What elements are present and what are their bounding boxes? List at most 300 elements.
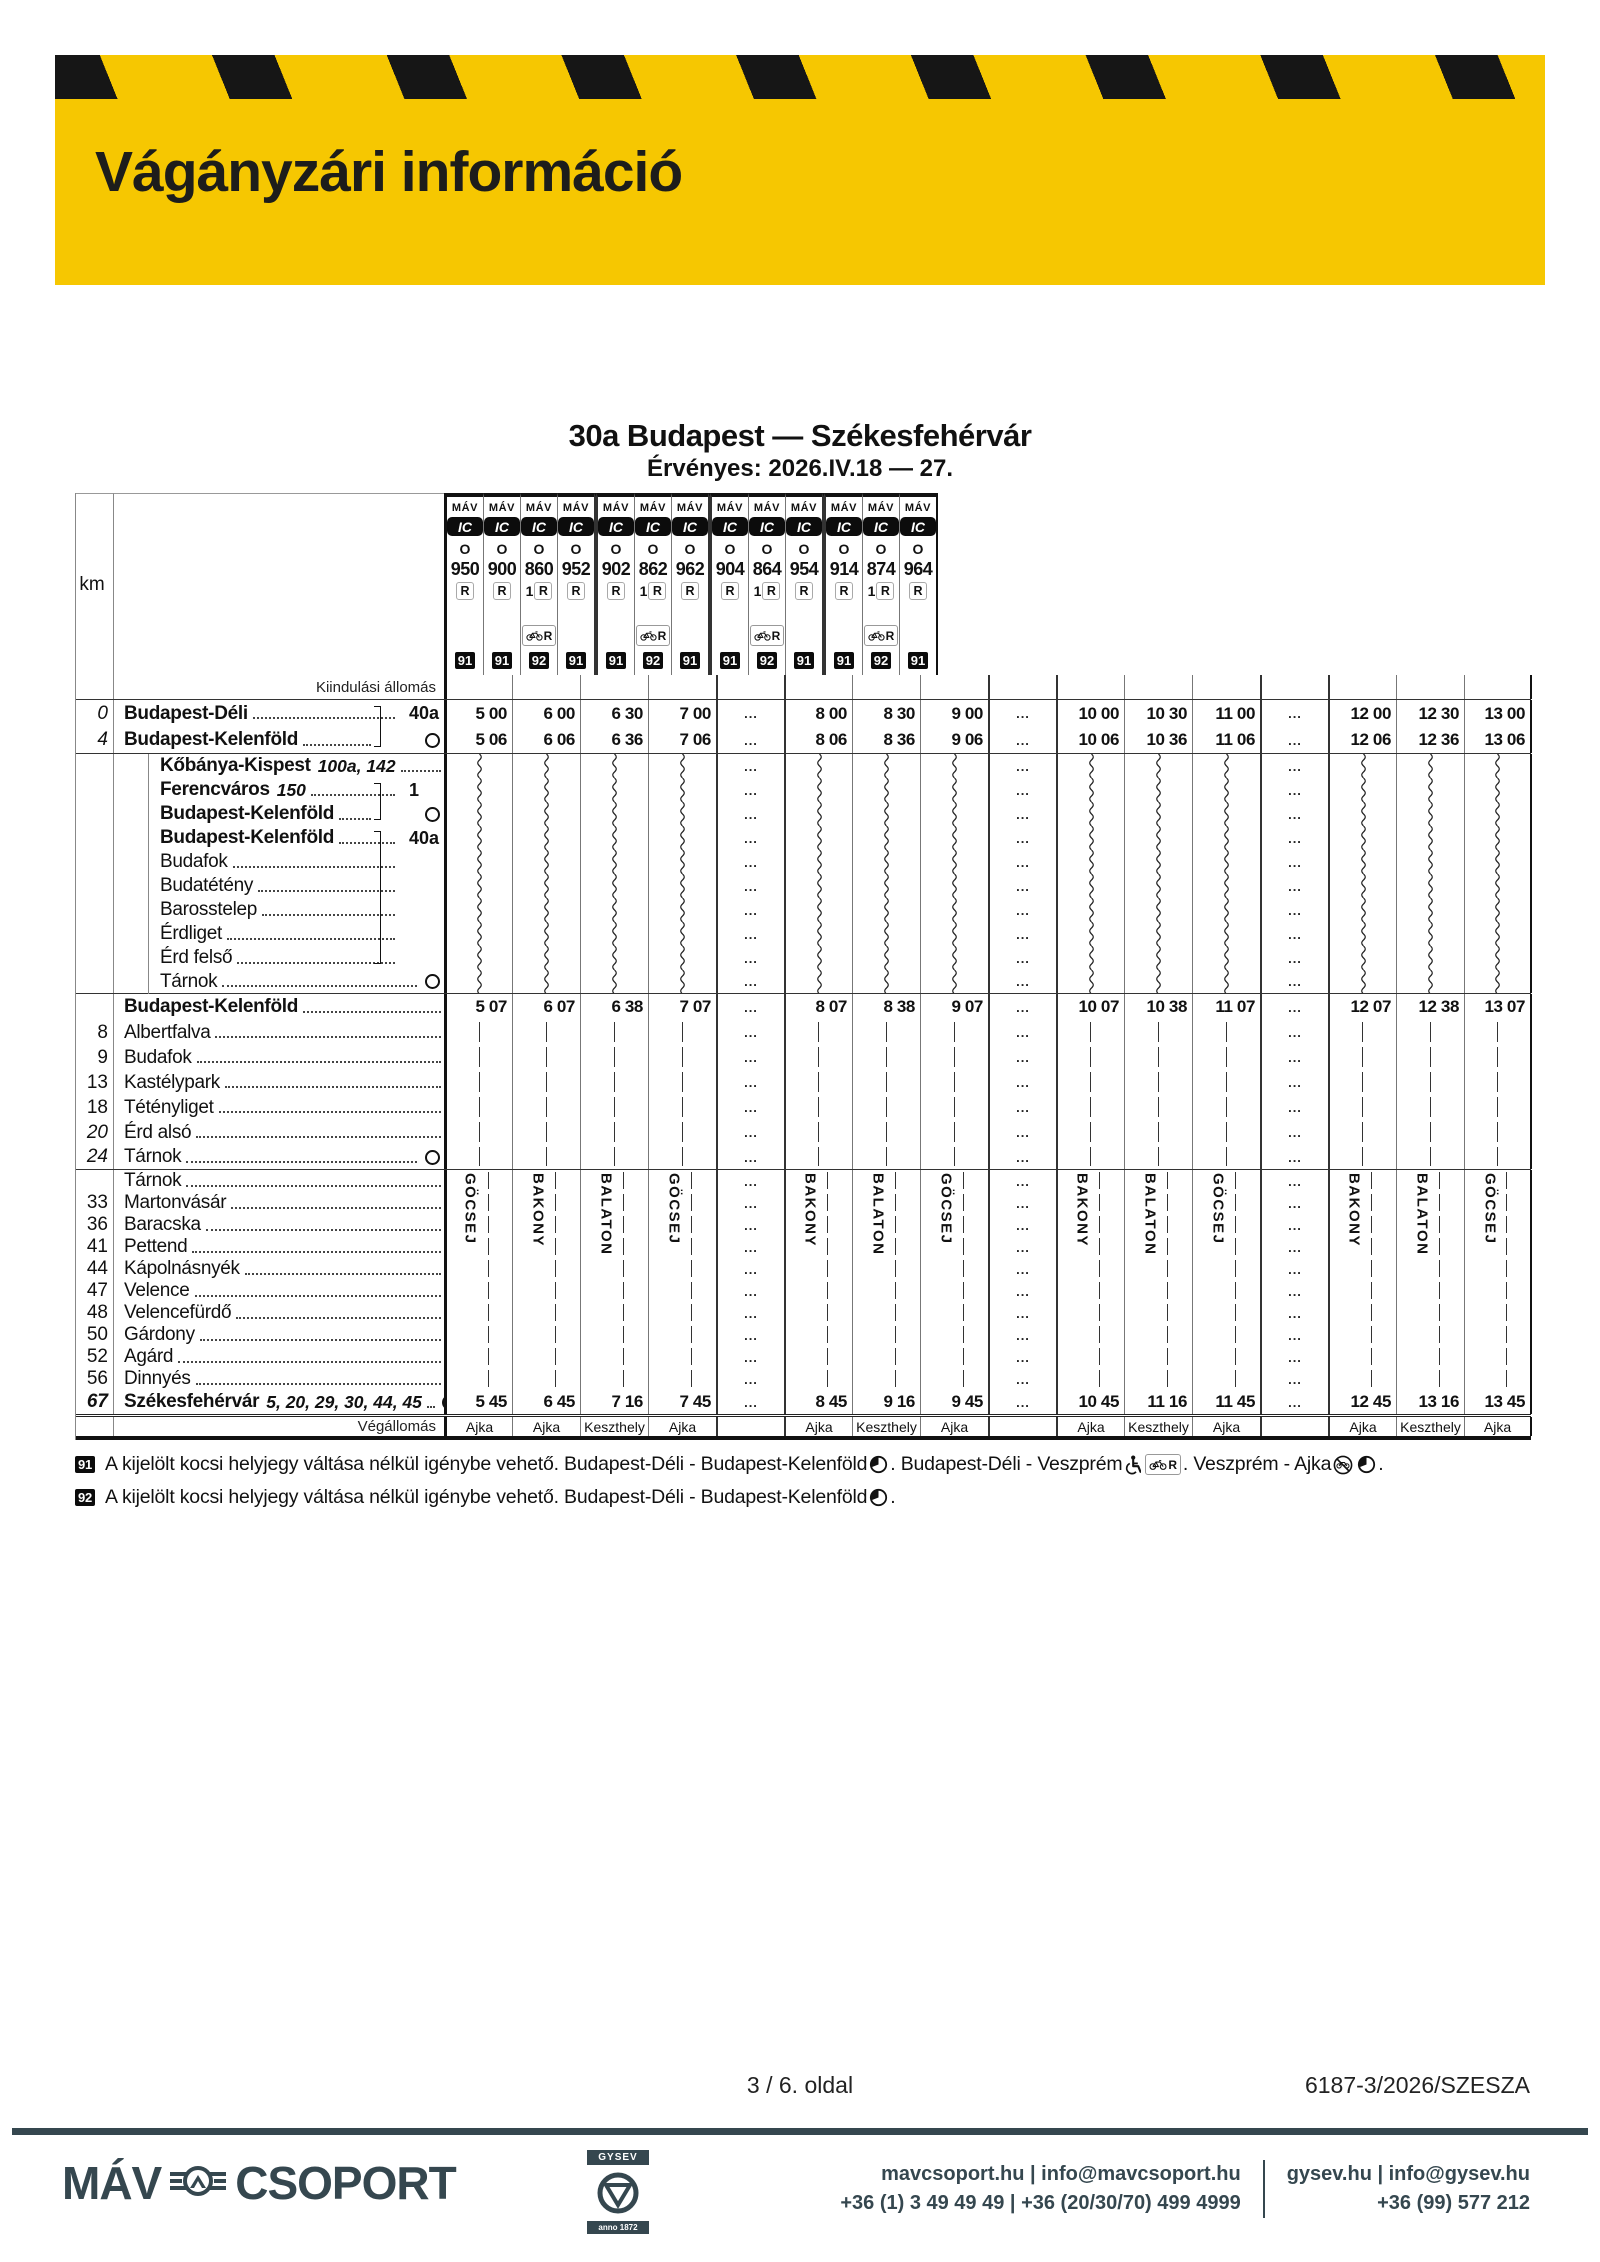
wavy-line-icon (475, 922, 484, 946)
wavy-line-icon (1426, 778, 1435, 802)
wavy-line-icon (950, 802, 959, 826)
no-bike-icon (1333, 1455, 1353, 1475)
wavy-line-icon (1359, 946, 1368, 970)
station-group-bracket (374, 831, 381, 964)
no-stop-wave-cell (512, 850, 580, 874)
pass-through-cell (512, 1020, 580, 1045)
train-name: GÖCSEJ (1209, 1173, 1227, 1245)
time-cell: 10 36 (1124, 727, 1192, 753)
quarter-circle-icon (869, 1488, 888, 1507)
station-column-header (114, 493, 444, 675)
gap-cell: ... (988, 1390, 1056, 1414)
no-stop-wave-cell (580, 946, 648, 970)
no-stop-wave-cell (1056, 754, 1124, 778)
wavy-line-icon (610, 970, 619, 993)
intercity-logo-icon: IC (672, 517, 708, 536)
gap-cell: ... (988, 1302, 1056, 1324)
dot-leader (245, 1273, 441, 1275)
no-stop-wave-cell (444, 802, 512, 826)
station-name: Dinnyés (124, 1368, 191, 1389)
no-stop-wave-cell (1056, 802, 1124, 826)
pass-through-cell (1464, 1346, 1532, 1368)
dot-leader (186, 1185, 441, 1187)
wavy-line-icon (1493, 970, 1502, 993)
validity-label: Érvényes: 2026.IV.18 — 27. (647, 455, 953, 482)
footnote-line (75, 1448, 1535, 1481)
wavy-line-icon (1087, 826, 1096, 850)
gap-cell: ... (716, 1020, 784, 1045)
origin-row (76, 675, 1531, 700)
wavy-line-icon (950, 754, 959, 778)
hazard-stripes-icon (55, 55, 1545, 99)
class-symbol: O (875, 541, 887, 557)
wavy-line-icon (678, 826, 687, 850)
wavy-line-icon (1359, 922, 1368, 946)
wavy-line-icon (678, 778, 687, 802)
wavy-line-icon (1426, 754, 1435, 778)
no-stop-wave-cell (852, 754, 920, 778)
first-class-label: 1 (525, 583, 534, 599)
pass-through-cell (920, 1324, 988, 1346)
no-stop-wave-cell (512, 802, 580, 826)
km-value (76, 946, 114, 970)
time-cell: 10 06 (1056, 727, 1124, 753)
no-stop-wave-cell (852, 850, 920, 874)
wavy-line-icon (1154, 802, 1163, 826)
no-stop-wave-cell (1124, 802, 1192, 826)
station-row (76, 1095, 1531, 1120)
train-number: 914 (829, 559, 859, 579)
pass-through-cell (1464, 1120, 1532, 1145)
empty-cell (1124, 675, 1192, 699)
pass-through-cell (1328, 1020, 1396, 1045)
no-stop-wave-cell (1192, 946, 1260, 970)
km-value (76, 802, 114, 826)
reservation-row (456, 582, 474, 600)
wavy-line-icon (542, 922, 551, 946)
no-stop-wave-cell (1328, 898, 1396, 922)
destination-cell: Ajka (1464, 1417, 1532, 1436)
no-stop-wave-cell (1464, 898, 1532, 922)
mav-logo-text: MÁV (62, 2157, 162, 2209)
pass-through-cell (784, 1045, 852, 1070)
gap-cell: ... (988, 1280, 1056, 1302)
pass-through-cell (648, 1346, 716, 1368)
wavy-line-icon (542, 826, 551, 850)
gap-cell: ... (988, 754, 1056, 778)
station-name: Ferencváros (160, 779, 270, 800)
gap-cell: ... (716, 826, 784, 850)
wavy-line-icon (1426, 850, 1435, 874)
wavy-line-icon (542, 898, 551, 922)
wavy-line-icon (610, 778, 619, 802)
no-stop-wave-cell (512, 922, 580, 946)
gap-cell: ... (1260, 898, 1328, 922)
no-stop-wave-cell (784, 922, 852, 946)
station-name: Budatétény (160, 875, 254, 896)
gap-cell: ... (716, 1145, 784, 1169)
wavy-line-icon (1087, 850, 1096, 874)
wavy-line-icon (678, 874, 687, 898)
gysev-emblem-icon (596, 2165, 640, 2221)
operator-label: MÁV (904, 502, 932, 514)
station-row (76, 1070, 1531, 1095)
no-stop-wave-cell (648, 802, 716, 826)
wavy-line-icon (1359, 754, 1368, 778)
station-row (76, 1020, 1531, 1045)
origin-label-cell (114, 675, 444, 699)
time-cell: 6 06 (512, 727, 580, 753)
pass-through-cell (512, 1324, 580, 1346)
gap-cell: ... (988, 1045, 1056, 1070)
marker-slot (420, 1150, 444, 1165)
no-stop-wave-cell (512, 874, 580, 898)
time-cell: 12 30 (1396, 700, 1464, 727)
marker-slot (420, 974, 444, 989)
reservation-row (526, 582, 553, 600)
no-stop-wave-cell (512, 754, 580, 778)
no-stop-wave-cell (1056, 970, 1124, 993)
wavy-line-icon (882, 850, 891, 874)
gysev-contact (1287, 2163, 1530, 2215)
intercity-logo-icon: IC (900, 517, 936, 536)
pass-through-cell (1056, 1368, 1124, 1390)
class-symbol: O (798, 541, 810, 557)
quarter-circle-icon (869, 1488, 888, 1507)
gap-cell: ... (1260, 1045, 1328, 1070)
gap-cell: ... (1260, 1280, 1328, 1302)
time-cell: 7 16 (580, 1390, 648, 1414)
wavy-line-icon (1493, 802, 1502, 826)
station-cell (114, 1120, 444, 1145)
pass-through-cell (648, 1302, 716, 1324)
gap-cell: ... (716, 1236, 784, 1258)
no-stop-wave-cell (920, 826, 988, 850)
wavy-line-icon (1087, 898, 1096, 922)
time-cell: 6 45 (512, 1390, 580, 1414)
gap-cell: ... (716, 1368, 784, 1390)
no-stop-wave-cell (648, 946, 716, 970)
time-cell: 10 30 (1124, 700, 1192, 727)
reservation-icon: R (721, 582, 739, 600)
no-stop-wave-cell (920, 898, 988, 922)
wavy-line-icon (475, 946, 484, 970)
reservation-icon: R (648, 582, 666, 600)
gap-cell: ... (716, 850, 784, 874)
document-number: 6187-3/2026/SZESZA (1304, 2072, 1530, 2098)
wavy-line-icon (1154, 874, 1163, 898)
timetable (75, 493, 1531, 1440)
no-stop-wave-cell (1464, 754, 1532, 778)
reservation-icon: R (456, 582, 474, 600)
station-cell (114, 778, 444, 802)
pass-through-cell (852, 1095, 920, 1120)
wavy-line-icon (542, 874, 551, 898)
station-cell (114, 922, 444, 946)
wavy-line-icon (1154, 850, 1163, 874)
no-stop-wave-cell (444, 778, 512, 802)
wavy-line-icon (542, 802, 551, 826)
station-row (76, 754, 1531, 778)
gap-cell: ... (1260, 1120, 1328, 1145)
no-stop-wave-cell (920, 970, 988, 993)
gap-cell: ... (988, 1236, 1056, 1258)
time-cell: 12 07 (1328, 994, 1396, 1020)
km-value: 47 (76, 1280, 114, 1302)
pass-through-cell (444, 1070, 512, 1095)
empty-cell (1328, 675, 1396, 699)
wavy-line-icon (1359, 874, 1368, 898)
no-stop-wave-cell (920, 946, 988, 970)
gap-cell: ... (1260, 1236, 1328, 1258)
pass-through-cell (1396, 1095, 1464, 1120)
no-stop-wave-cell (1192, 802, 1260, 826)
no-stop-wave-cell (580, 802, 648, 826)
pass-through-cell (1056, 1045, 1124, 1070)
no-stop-wave-cell (1056, 874, 1124, 898)
no-stop-wave-cell (512, 970, 580, 993)
train-name: BALATON (869, 1173, 887, 1256)
station-name: Budapest-Déli (124, 702, 248, 724)
train-name-vertical (1124, 1173, 1192, 1291)
no-stop-wave-cell (1124, 826, 1192, 850)
wavy-line-icon (475, 874, 484, 898)
wavy-line-icon (1222, 778, 1231, 802)
wavy-line-icon (815, 898, 824, 922)
no-stop-wave-cell (852, 922, 920, 946)
station-name: Albertfalva (124, 1021, 211, 1043)
pass-through-cell (648, 1020, 716, 1045)
wavy-line-icon (542, 778, 551, 802)
wavy-line-icon (815, 970, 824, 993)
gap-cell: ... (1260, 700, 1328, 727)
no-stop-wave-cell (1056, 922, 1124, 946)
station-name: Kápolnásnyék (124, 1258, 240, 1279)
pass-through-cell (444, 1045, 512, 1070)
footnote-badge: 92 (75, 1489, 95, 1506)
gap-cell: ... (1260, 1258, 1328, 1280)
station-cell (114, 994, 444, 1020)
station-cell (114, 754, 444, 778)
pass-through-cell (1192, 1346, 1260, 1368)
pass-through-cell (1124, 1070, 1192, 1095)
no-stop-wave-cell (1124, 850, 1192, 874)
wavy-line-icon (815, 850, 824, 874)
station-cell (114, 850, 444, 874)
pass-through-cell (1192, 1020, 1260, 1045)
station-cell (114, 898, 444, 922)
class-symbol: O (570, 541, 582, 557)
no-stop-wave-cell (1124, 754, 1192, 778)
no-stop-wave-cell (784, 970, 852, 993)
no-stop-wave-cell (1192, 826, 1260, 850)
gap-cell: ... (988, 778, 1056, 802)
pass-through-cell (1056, 1020, 1124, 1045)
empty-cell (1056, 675, 1124, 699)
gap-cell: ... (1260, 1324, 1328, 1346)
no-stop-wave-cell (784, 850, 852, 874)
destination-label: Végállomás (357, 1418, 436, 1435)
dot-leader (237, 962, 395, 964)
km-value: 33 (76, 1192, 114, 1214)
pass-through-cell (920, 1346, 988, 1368)
station-name: Tárnok (124, 1170, 182, 1191)
time-cell: 8 45 (784, 1390, 852, 1414)
station-cell (114, 802, 444, 826)
pass-through-cell (1464, 1020, 1532, 1045)
train-number: 860 (524, 559, 554, 579)
no-stop-wave-cell (1192, 874, 1260, 898)
footnote-text: . Budapest-Déli - Veszprém (890, 1453, 1123, 1475)
km-value: 13 (76, 1070, 114, 1095)
reservation-icon: R (681, 582, 699, 600)
time-cell: 5 06 (444, 727, 512, 753)
pass-through-cell (852, 1346, 920, 1368)
destination-cell: Ajka (648, 1417, 716, 1436)
no-bike-icon (1333, 1455, 1353, 1475)
no-stop-wave-cell (580, 922, 648, 946)
pass-through-cell (1464, 1368, 1532, 1390)
bicycle-icon (754, 630, 771, 641)
marker-slot (420, 807, 444, 822)
no-stop-wave-cell (1464, 778, 1532, 802)
class-symbol: O (610, 541, 622, 557)
train-column-header (596, 493, 634, 675)
no-stop-wave-cell (1396, 850, 1464, 874)
first-class-label: 1 (753, 583, 762, 599)
class-symbol: O (533, 541, 545, 557)
no-stop-wave-cell (444, 898, 512, 922)
time-cell: 12 06 (1328, 727, 1396, 753)
no-stop-wave-cell (580, 754, 648, 778)
first-class-label: 1 (639, 583, 648, 599)
no-stop-wave-cell (512, 898, 580, 922)
train-name-vertical (1396, 1173, 1464, 1291)
wavy-line-icon (475, 778, 484, 802)
station-row (76, 1045, 1531, 1070)
connecting-line-numbers: 5, 20, 29, 30, 44, 45 (266, 1391, 422, 1412)
km-value: 24 (76, 1145, 114, 1169)
station-cell (114, 1390, 444, 1414)
station-name: Budafok (124, 1046, 192, 1068)
no-stop-wave-cell (1396, 802, 1464, 826)
pass-through-cell (852, 1120, 920, 1145)
train-column-header (862, 493, 899, 675)
time-cell: 8 00 (784, 700, 852, 727)
mav-csoport-logo (62, 2156, 456, 2210)
operator-label: MÁV (639, 502, 667, 514)
wavy-line-icon (950, 874, 959, 898)
dot-leader (339, 842, 395, 844)
time-cell: 12 36 (1396, 727, 1464, 753)
time-cell: 6 38 (580, 994, 648, 1020)
operator-label: MÁV (753, 502, 781, 514)
station-group-bracket (374, 706, 381, 747)
footnote-badge: 91 (908, 652, 928, 669)
gap-cell: ... (716, 1045, 784, 1070)
time-cell: 11 07 (1192, 994, 1260, 1020)
destination-cell (988, 1417, 1056, 1436)
pass-through-cell (784, 1368, 852, 1390)
station-row (76, 700, 1531, 727)
branch-guide-line (148, 754, 149, 994)
pass-through-cell (512, 1095, 580, 1120)
intercity-logo-icon: IC (863, 517, 899, 536)
station-circle-icon (425, 974, 440, 989)
station-cell (114, 1070, 444, 1095)
wavy-line-icon (542, 970, 551, 993)
footnote-badge: 91 (720, 652, 740, 669)
destination-cell: Keszthely (852, 1417, 920, 1436)
origin-label: Kiindulási állomás (315, 678, 436, 696)
pass-through-cell (580, 1045, 648, 1070)
no-stop-wave-cell (1328, 970, 1396, 993)
gap-cell: ... (716, 1070, 784, 1095)
intercity-logo-icon: IC (447, 517, 483, 536)
pass-through-cell (784, 1120, 852, 1145)
wavy-line-icon (1426, 946, 1435, 970)
wavy-line-icon (1154, 754, 1163, 778)
wavy-line-icon (1087, 874, 1096, 898)
reservation-row (681, 582, 699, 600)
pass-through-cell (1464, 1070, 1532, 1095)
intercity-logo-icon: IC (712, 517, 748, 536)
pass-through-cell (512, 1368, 580, 1390)
pass-through-cell (852, 1070, 920, 1095)
train-column-header (520, 493, 557, 675)
route-title: 30a Budapest — Székesfehérvár (568, 418, 1032, 453)
dot-leader (427, 1406, 435, 1408)
wavy-line-icon (610, 946, 619, 970)
wavy-line-icon (1087, 946, 1096, 970)
train-name: BAKONY (1345, 1173, 1363, 1248)
wavy-line-icon (1359, 802, 1368, 826)
no-stop-wave-cell (1328, 922, 1396, 946)
no-stop-wave-cell (580, 970, 648, 993)
gap-cell: ... (1260, 802, 1328, 826)
operator-label: MÁV (867, 502, 895, 514)
station-row (76, 946, 1531, 970)
no-stop-wave-cell (784, 946, 852, 970)
dot-leader (192, 1251, 441, 1253)
gap-cell: ... (716, 1280, 784, 1302)
footnote-text: . Veszprém - Ajka (1182, 1453, 1332, 1475)
dot-leader (186, 1161, 417, 1163)
train-name-vertical (1056, 1173, 1124, 1291)
station-name: Kastélypark (124, 1071, 220, 1093)
no-stop-wave-cell (920, 754, 988, 778)
gap-cell: ... (1260, 1070, 1328, 1095)
station-name: Budapest-Kelenföld (124, 996, 299, 1017)
wavy-line-icon (950, 898, 959, 922)
no-stop-wave-cell (784, 754, 852, 778)
dot-leader (311, 794, 395, 796)
gap-cell: ... (716, 1258, 784, 1280)
reservation-row (835, 582, 853, 600)
no-stop-wave-cell (920, 802, 988, 826)
wavy-line-icon (1222, 802, 1231, 826)
route-label: 40a (409, 827, 440, 848)
footnote-badge: 92 (643, 652, 663, 669)
wavy-line-icon (950, 970, 959, 993)
station-cell (114, 1236, 444, 1258)
wavy-line-icon (610, 802, 619, 826)
time-cell: 13 06 (1464, 727, 1532, 753)
train-column-header (748, 493, 785, 675)
intercity-logo-icon: IC (558, 517, 594, 536)
time-cell: 7 06 (648, 727, 716, 753)
station-cell (114, 1170, 444, 1192)
